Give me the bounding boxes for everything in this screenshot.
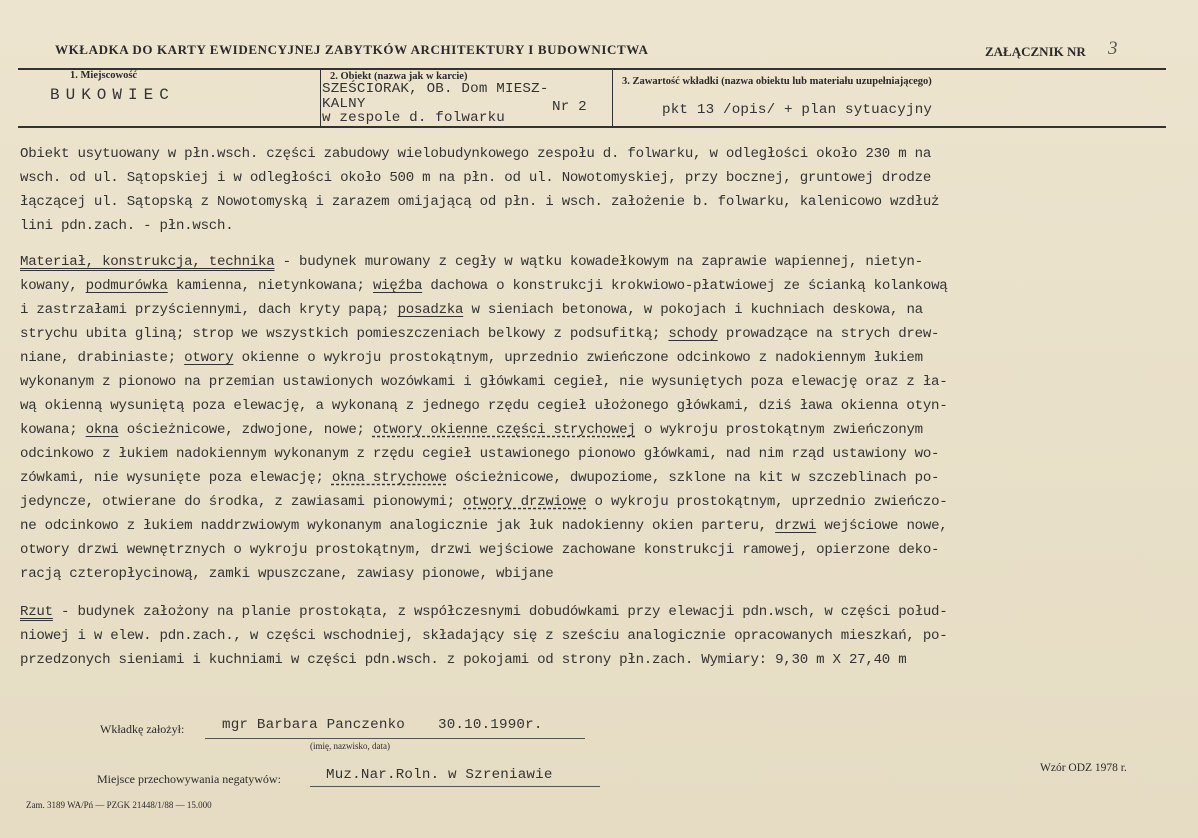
p3-text: - budynek założony na planie prostokąta, z współczesnymi dobudówkami przy elewacji pdn.wsch, w części połud- [52,604,948,620]
p1-line: lini pdn.zach. - płn.wsch. [20,218,234,234]
p3-line: przedzonych sieniami i kuchniami w części pdn.wsch. z pokojami od strony płn.zach. Wymiary: 9,30 m X 27,40 m [20,652,907,668]
p2-line [20,494,947,510]
form-title: WKŁADKA DO KARTY EWIDENCYJNEJ ZABYTKÓW ARCHITEKTURY I BUDOWNICTWA [55,42,649,57]
p2-text: dachowa o konstrukcji krokwiowo-płatwiowej ze ścianką kolankową [422,278,948,294]
header-rule-bottom [18,126,1166,128]
p2-text: w sieniach betonowa, w pokojach i kuchniach deskowa, na [463,302,923,318]
term-okna: okna [85,422,119,438]
object-number: Nr 2 [552,99,587,115]
storage-value: Muz.Nar.Roln. w Szreniawie [326,767,553,783]
term-podmurowka: podmurówka [85,278,168,294]
author-hint: (imię, nazwisko, data) [310,741,390,751]
print-info: Zam. 3189 WA/Pń — PZGK 21448/1/88 — 15.000 [26,800,212,810]
p2-line [20,278,948,294]
p2-text: o wykroju prostokątnym zwieńczonym [635,422,923,438]
locality-value: BUKOWIEC [50,86,175,104]
p2-text: niane, drabiniaste; [20,350,185,366]
author-dotted-line [205,738,585,739]
object-label: 2. Obiekt (nazwa jak w karcie) [330,71,468,82]
p2-line [20,254,923,270]
p2-text: okienne o wykroju prostokątnym, uprzednio zwieńczone odcinkowo z nadokiennym łukiem [233,350,923,366]
term-wiezba: więźba [372,278,423,294]
p2-text: wejściowe nowe, [816,518,948,534]
field-divider-2 [612,68,613,126]
field-divider-1 [320,68,321,126]
locality-label: 1. Miejscowość [70,70,138,81]
p2-text: strychu ubita gliną; strop we wszystkich pomieszczeniach belkowy z podsufitką; [20,326,669,342]
term-okna-strychowe: okna strychowe [331,470,447,486]
p2-line: odcinkowo z łukiem nadokiennym wykonanym z rzędu cegieł ustawionego pionowo główkami, nad nim rząd ustawiony wo- [20,446,940,462]
p2-text: jedyncze, otwierane do środka, z zawiasami pionowymi; [20,494,464,510]
p2-line: otwory drzwi wewnętrznych o wykroju prostokątnym, drzwi wejściowe zachowane konstrukcji ramowej, opierzone deko- [20,542,940,558]
p1-line: Obiekt usytuowany w płn.wsch. części zabudowy wielobudynkowego zespołu d. folwarku, w odległości około 230 m na [20,146,932,162]
annex-number: 3 [1108,38,1118,59]
p2-text: kowana; [20,422,86,438]
content-label: 3. Zawartość wkładki (nazwa obiektu lub materiału uzupełniającego) [622,76,932,87]
content-value: pkt 13 /opis/ + plan sytuacyjny [662,102,933,118]
p2-line: wykonanym z pionowo na przemian ustawionych wozówkami i główkami cegieł, nie wysuniętych poza elewację oraz z ła- [20,374,948,390]
storage-label: Miejsce przechowywania negatywów: [97,772,281,786]
term-schody: schody [668,326,718,342]
form-version: Wzór ODZ 1978 r. [1040,762,1127,774]
section-heading-material: Materiał, konstrukcja, technika [20,254,275,270]
object-line-3: w zespole d. folwarku [322,110,505,126]
p2-line: wą okienną wysuniętą poza elewację, a wykonaną z jednego rzędu cegieł ułożonego główkami, dziś ława okienna otyn- [20,398,948,414]
storage-dotted-line [310,786,600,787]
term-otwory-drzwiowe: otwory drzwiowe [463,494,587,510]
p2-line [20,470,939,486]
p2-text: - budynek murowany z cegły w wątku kowadełkowym na zaprawie wapiennej, nietyn- [274,254,923,270]
section-heading-rzut: Rzut [20,604,53,620]
object-line-2: KALNY [322,96,366,112]
p2-line [20,326,939,342]
p2-text: kamienna, nietynkowana; [167,278,373,294]
author-label: Wkładkę założył: [100,722,185,736]
p2-line [20,302,923,318]
p2-text: prowadzące na strych drew- [717,326,940,342]
p1-line: łączącej ul. Sątopską z Nowotomyską i zarazem omijającą od płn. i wsch. założenie b. folwarku, kalenicowo wzdłuż [20,194,940,210]
p2-line: racją czteropłycinową, zamki wpuszczane, zawiasy pionowe, wbijane [20,566,554,582]
p2-line [20,518,947,534]
p2-text: kowany, [20,278,86,294]
p2-text: o wykroju prostokątnym, uprzednio zwieńczo- [586,494,948,510]
author-value: mgr Barbara Panczenko [222,717,405,733]
term-drzwi: drzwi [775,518,817,534]
p2-text: ne odcinkowo z łukiem naddrzwiowym wykonanym analogicznie jak łuk nadokienny okien parteru, [20,518,776,534]
term-posadzka: posadzka [397,302,464,318]
p3-line [20,604,947,620]
p2-text: i zastrzałami przyściennymi, dach kryty papą; [20,302,398,318]
header-rule-top [18,68,1166,70]
p2-text: zówkami, nie wysunięte poza elewację; [20,470,332,486]
p3-line: niowej i w elew. pdn.zach., w części wschodniej, składający się z sześciu analogicznie opracowanych mieszkań, po- [20,628,948,644]
annex-label: ZAŁĄCZNIK NR [985,44,1086,59]
p2-line [20,350,923,366]
term-otwory: otwory [184,350,234,366]
date-value: 30.10.1990r. [438,717,543,733]
p2-text: ościeżnicowe, zdwojone, nowe; [118,422,373,438]
object-line-1: SZEŚCIORAK, OB. Dom MIESZ- [322,81,549,97]
p1-line: wsch. od ul. Sątopskiej i w odległości około 500 m na płn. od ul. Nowotomyskiej, przy bocznej, gruntowej drodze [20,170,932,186]
p2-text: ościeżnicowe, dwupoziome, szklone na kit w szczeblinach po- [446,470,940,486]
p2-line [20,422,923,438]
term-otwory-strychowe: otwory okienne części strychowej [372,422,636,438]
